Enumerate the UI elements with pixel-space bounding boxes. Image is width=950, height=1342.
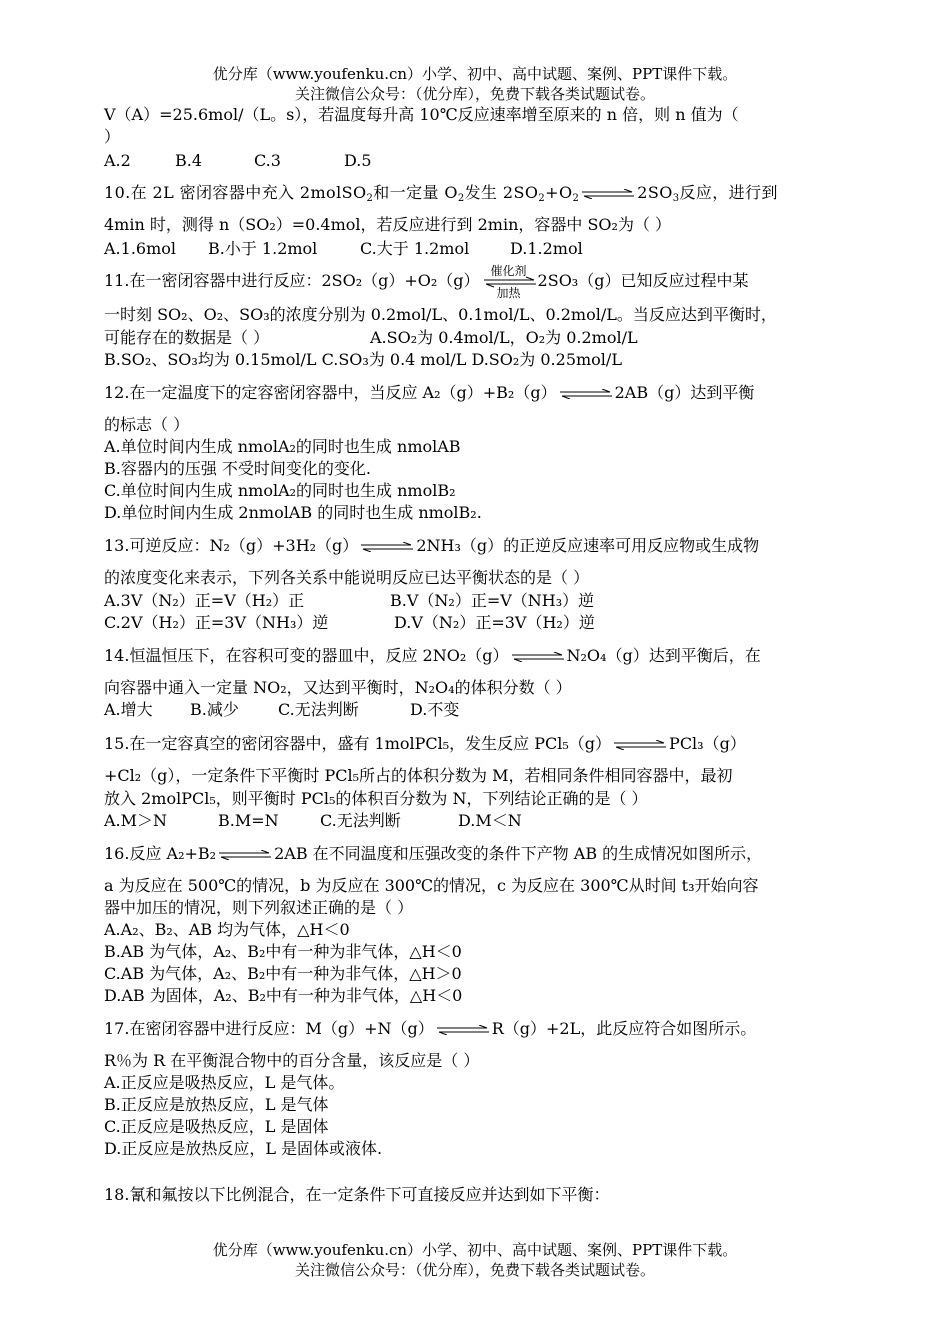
q13-line1: 13.可逆反应：N₂（g）+3H₂（g） 2NH₃（g）的正逆反应速率可用反应物或生成物 xyxy=(104,536,760,555)
q15-line3: 放入 2molPCl₅，则平衡时 PCl₅的体积百分数为 N，下列结论正确的是（ ） xyxy=(104,789,648,808)
q16-option-a: A.A₂、B₂、AB 均为气体，△H＜0 xyxy=(104,920,350,939)
q16-line1: 16.反应 A₂+B₂ 2AB 在不同温度和压强改变的条件下产物 AB 的生成情况如图所示， xyxy=(104,844,763,863)
q17-line2: R％为 R 在平衡混合物中的百分含量，该反应是（ ） xyxy=(104,1051,480,1070)
q12-line2: 的标志（ ） xyxy=(104,415,190,434)
q11-line1: 11.在一密闭容器中进行反应：2SO₂（g）+O₂（g） 催化剂 加热 2SO₃（g）已知反应过程中某 xyxy=(104,263,749,300)
q12-option-d: D.单位时间内生成 2nmolAB 的同时也生成 nmolB₂. xyxy=(104,503,482,522)
equilibrium-arrow-icon xyxy=(558,389,614,399)
equilibrium-arrow-icon xyxy=(217,850,273,860)
q15-option-c: C.无法判断 xyxy=(320,811,401,830)
q13-options-row1 xyxy=(104,590,854,612)
q17-line1: 17.在密闭容器中进行反应：M（g）+N（g） R（g）+2L，此反应符合如图所示。 xyxy=(104,1019,757,1038)
header-line-1: 优分库（www.youfenku.cn）小学、初中、高中试题、案例、PPT课件下载。 xyxy=(212,65,738,83)
q11-option-a: A.SO₂为 0.4mol/L，O₂为 0.2mol/L xyxy=(370,328,638,347)
q16-line2: a 为反应在 500℃的情况，b 为反应在 300℃的情况，c 为反应在 300℃从时间 t₃开始向容 xyxy=(104,876,759,895)
q10-line2: 4min 时，测得 n（SO₂）=0.4mol，若反应进行到 2min，容器中 SO₂为（ ） xyxy=(104,215,672,234)
q10-line1: 10.在 2L 密闭容器中充入 2molSO$_2$和一定量 $O_2$发生 $2SO_2+O_2$ $2SO_3$反应，进行到 xyxy=(104,183,778,204)
q14-option-d: D.不变 xyxy=(410,700,460,719)
footer-line-2: 关注微信公众号：（优分库），免费下载各类试题试卷。 xyxy=(294,1261,655,1279)
footer-line-1: 优分库（www.youfenku.cn）小学、初中、高中试题、案例、PPT课件下载。 xyxy=(212,1241,738,1259)
q16-option-b: B.AB 为气体，A₂、B₂中有一种为非气体，△H＜0 xyxy=(104,942,462,961)
q11-line3: 可能存在的数据是（ ） A.SO₂为 0.4mol/L，O₂为 0.2mol/L xyxy=(104,328,638,347)
q14-line2: 向容器中通入一定量 NO₂，又达到平衡时，N₂O₄的体积分数（ ） xyxy=(104,678,572,697)
q10-option-d: D.1.2mol xyxy=(510,239,583,258)
q10-options xyxy=(104,238,854,260)
q11-line4: B.SO₂、SO₃均为 0.15mol/L C.SO₃为 0.4 mol/L D.SO₂为 0.25mol/L xyxy=(104,350,622,369)
q11-line2: 一时刻 SO₂、O₂、SO₃的浓度分别为 0.2mol/L、0.1mol/L、0.2mol/L。当反应达到平衡时， xyxy=(104,305,777,324)
equilibrium-arrow-icon xyxy=(359,542,415,552)
q12-option-b: B.容器内的压强 不受时间变化的变化. xyxy=(104,459,372,478)
header-line-2: 关注微信公众号：（优分库），免费下载各类试题试卷。 xyxy=(294,85,655,103)
q15-options xyxy=(104,810,854,832)
q15-option-d: D.M＜N xyxy=(458,811,522,830)
catalyst-arrow-icon: 催化剂 加热 xyxy=(480,271,538,293)
q10-option-a: A.1.6mol xyxy=(104,239,177,258)
equilibrium-arrow-icon xyxy=(435,1025,491,1035)
q13-options-row2 xyxy=(104,612,854,634)
q12-line1: 12.在一定温度下的定容密闭容器中，当反应 A₂（g）+B₂（g） 2AB（g）达到平衡 xyxy=(104,383,755,402)
q16-line3: 器中加压的情况，则下列叙述正确的是（ ） xyxy=(104,898,414,917)
q18-line1: 18.氰和氟按以下比例混合，在一定条件下可直接反应并达到如下平衡： xyxy=(104,1185,610,1204)
q17-option-d: D.正反应是放热反应，L 是固体或液体. xyxy=(104,1139,383,1158)
q14-options xyxy=(104,699,854,721)
q9-options xyxy=(104,150,854,172)
q16-option-d: D.AB 为固体，A₂、B₂中有一种为非气体，△H＜0 xyxy=(104,986,463,1005)
q15-option-b: B.M=N xyxy=(218,811,279,830)
q9-line2: ） xyxy=(104,127,121,146)
q14-option-c: C.无法判断 xyxy=(278,700,359,719)
q15-option-a: A.M＞N xyxy=(104,811,168,830)
equilibrium-arrow-icon xyxy=(580,189,636,199)
q12-option-c: C.单位时间内生成 nmolA₂的同时也生成 nmolB₂ xyxy=(104,481,456,500)
q13-option-a: A.3V（N₂）正=V（H₂）正 xyxy=(104,591,305,610)
q17-option-b: B.正反应是放热反应，L 是气体 xyxy=(104,1095,329,1114)
q14-line1: 14.恒温恒压下，在容积可变的器皿中，反应 2NO₂（g） N₂O₄（g）达到平衡后，在 xyxy=(104,646,761,665)
q10-option-c: C.大于 1.2mol xyxy=(360,239,470,258)
q14-option-b: B.减少 xyxy=(190,700,239,719)
q13-option-b: B.V（N₂）正=V（NH₃）逆 xyxy=(390,591,595,610)
q17-option-c: C.正反应是吸热反应，L 是固体 xyxy=(104,1117,329,1136)
q17-option-a: A.正反应是吸热反应，L 是气体。 xyxy=(104,1073,345,1092)
q12-option-a: A.单位时间内生成 nmolA₂的同时也生成 nmolAB xyxy=(104,437,461,456)
q9-option-b: B.4 xyxy=(175,151,203,170)
q9-option-a: A.2 xyxy=(104,151,131,170)
q14-option-a: A.增大 xyxy=(104,700,153,719)
q15-line2: +Cl₂（g），一定条件下平衡时 PCl₅所占的体积分数为 M，若相同条件相同容器中，最初 xyxy=(104,766,733,785)
q16-option-c: C.AB 为气体，A₂、B₂中有一种为非气体，△H＞0 xyxy=(104,964,462,983)
equilibrium-arrow-icon xyxy=(612,740,668,750)
q15-line1: 15.在一定容真空的密闭容器中，盛有 1molPCl₅，发生反应 PCl₅（g） PCl₃（g） xyxy=(104,734,746,753)
q13-option-c: C.2V（H₂）正=3V（NH₃）逆 xyxy=(104,613,329,632)
q9-line1: V（A）=25.6mol/（L。s），若温度每升高 10℃反应速率增至原来的 n 倍，则 n 值为（ xyxy=(104,105,739,124)
q10-option-b: B.小于 1.2mol xyxy=(208,239,318,258)
q9-option-c: C.3 xyxy=(254,151,281,170)
q13-line2: 的浓度变化来表示，下列各关系中能说明反应已达平衡状态的是（ ） xyxy=(104,568,590,587)
q9-option-d: D.5 xyxy=(344,151,372,170)
q13-option-d: D.V（N₂）正=3V（H₂）逆 xyxy=(394,613,595,632)
equilibrium-arrow-icon xyxy=(510,652,566,662)
